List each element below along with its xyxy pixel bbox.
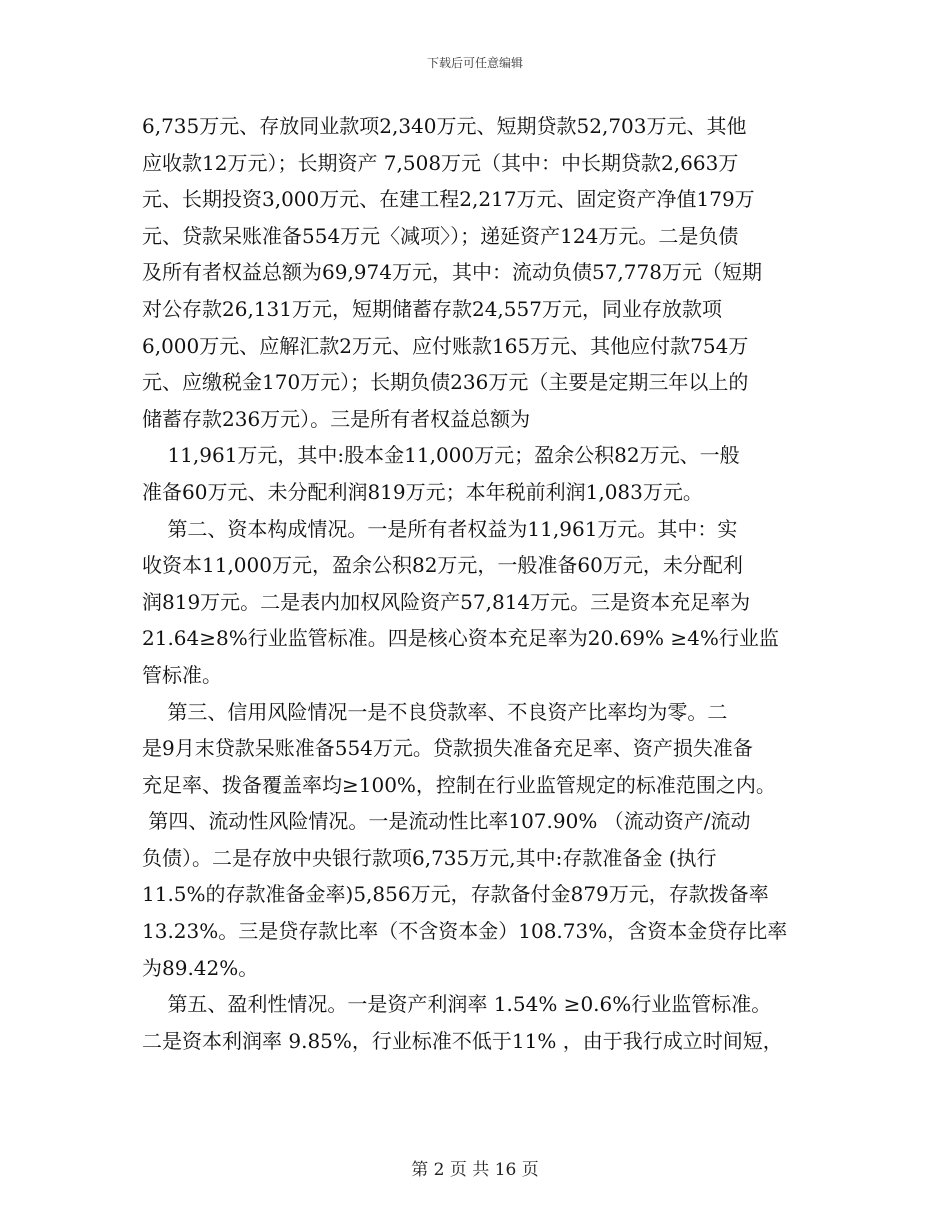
body-line: 是9月末贷款呆账准备554万元。贷款损失准备充足率、资产损失准备 bbox=[142, 736, 753, 761]
body-line: 第五、盈利性情况。一是资产利润率 1.54% ≥0.6%行业监管标准。 bbox=[142, 992, 772, 1017]
body-line: 准备60万元、未分配利润819万元；本年税前利润1,083万元。 bbox=[142, 479, 703, 504]
page-header-note: 下载后可任意编辑 bbox=[426, 56, 523, 70]
body-line: 11,961万元，其中:股本金11,000万元；盈余公积82万元、一般 bbox=[142, 443, 740, 468]
body-line: 储蓄存款236万元）。三是所有者权益总额为 bbox=[142, 406, 531, 431]
body-line: 负债）。二是存放中央银行款项6,735万元,其中:存款准备金 (执行 bbox=[142, 845, 717, 870]
body-line: 管标准。 bbox=[142, 662, 222, 687]
body-line: 13.23%。三是贷存款比率（不含资本金）108.73%，含资本金贷存比率 bbox=[142, 919, 788, 944]
body-line: 及所有者权益总额为69,974万元，其中：流动负债57,778万元（短期 bbox=[142, 260, 762, 285]
body-line: 元、贷款呆账准备554万元〈减项〉）；递延资产124万元。二是负债 bbox=[142, 223, 739, 248]
body-line: 21.64≥8%行业监管标准。四是核心资本充足率为20.69% ≥4%行业监 bbox=[142, 626, 779, 651]
body-line: 第四、流动性风险情况。一是流动性比率107.90% （流动资产/流动 bbox=[142, 809, 751, 834]
body-line: 对公存款26,131万元，短期储蓄存款24,557万元，同业存放款项 bbox=[142, 296, 722, 321]
body-line: 元、应缴税金170万元）；长期负债236万元（主要是定期三年以上的 bbox=[142, 370, 749, 395]
page-number: 第 2 页 共 16 页 bbox=[411, 1160, 539, 1180]
body-line: 二是资本利润率 9.85%，行业标准不低于11% ，由于我行成立时间短， bbox=[142, 1028, 783, 1053]
body-line: 充足率、拨备覆盖率均≥100%，控制在行业监管规定的标准范围之内。 bbox=[142, 772, 776, 797]
body-line: 润819万元。二是表内加权风险资产57,814万元。三是资本充足率为 bbox=[142, 589, 751, 614]
body-line: 6,000万元、应解汇款2万元、应付账款165万元、其他应付款754万 bbox=[142, 333, 749, 358]
body-line: 元、长期投资3,000万元、在建工程2,217万元、固定资产净值179万 bbox=[142, 187, 755, 212]
body-line: 6,735万元、存放同业款项2,340万元、短期贷款52,703万元、其他 bbox=[142, 114, 747, 138]
body-line: 应收款12万元）；长期资产 7,508万元（其中：中长期贷款2,663万 bbox=[142, 150, 739, 175]
body-line: 为89.42%。 bbox=[142, 955, 259, 980]
body-line: 11.5%的存款准备金率)5,856万元，存款备付金879万元，存款拨备率 bbox=[142, 882, 769, 907]
document-body bbox=[142, 108, 832, 1059]
body-line: 收资本11,000万元，盈余公积82万元，一般准备60万元，未分配利 bbox=[142, 553, 743, 578]
body-line: 第三、信用风险情况一是不良贷款率、不良资产比率均为零。二 bbox=[142, 699, 728, 724]
body-line: 第二、资本构成情况。一是所有者权益为11,961万元。其中：实 bbox=[142, 516, 738, 541]
